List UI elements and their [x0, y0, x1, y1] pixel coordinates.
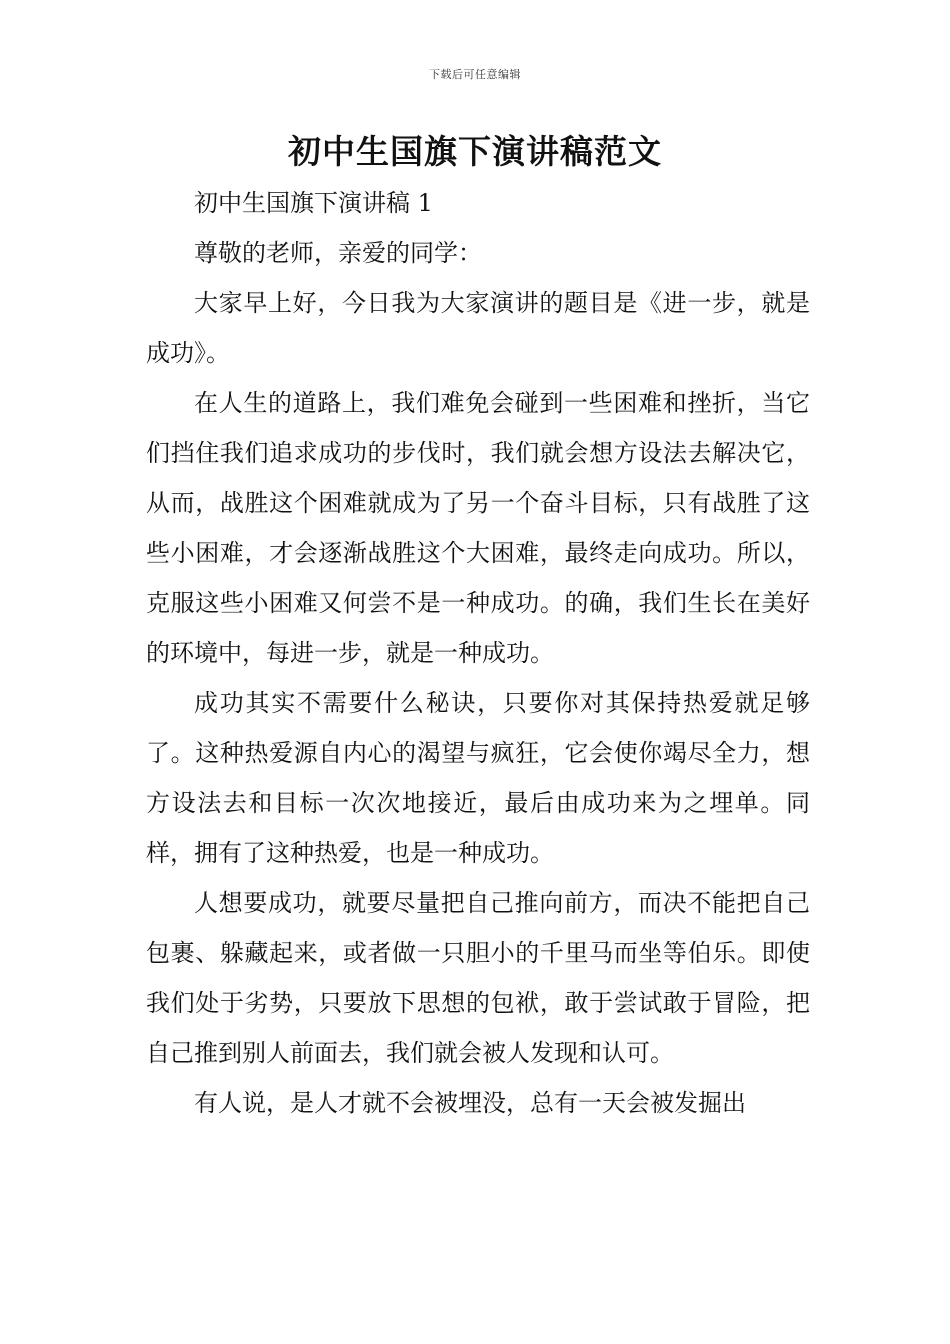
- body-paragraph: 人想要成功，就要尽量把自己推向前方，而决不能把自己包裹、躲藏起来，或者做一只胆小的千里马而坐等伯乐。即使我们处于劣势，只要放下思想的包袱，敢于尝试敢于冒险，把自己推到别人前面去，我们就会被人发现和认可。: [146, 889, 810, 1067]
- salutation: 尊敬的老师，亲爱的同学：: [194, 239, 482, 267]
- body-paragraph: 有人说，是人才就不会被埋没，总有一天会被发掘出: [194, 1089, 746, 1117]
- document-title: 初中生国旗下演讲稿范文: [288, 132, 662, 171]
- speech-subtitle: 初中生国旗下演讲稿 1: [194, 189, 433, 217]
- body-paragraph: 大家早上好，今日我为大家演讲的题目是《进一步，就是成功》。: [146, 289, 810, 367]
- body-paragraph: 成功其实不需要什么秘诀，只要你对其保持热爱就足够了。这种热爱源自内心的渴望与疯狂，它会使你竭尽全力，想方设法去和目标一次次地接近，最后由成功来为之埋单。同样，拥有了这种热爱，也是一种成功。: [146, 689, 810, 867]
- body-paragraph: 在人生的道路上，我们难免会碰到一些困难和挫折，当它们挡住我们追求成功的步伐时，我们就会想方设法去解决它，从而，战胜这个困难就成为了另一个奋斗目标，只有战胜了这些小困难，才会逐渐战胜这个大困难，最终走向成功。所以，克服这些小困难又何尝不是一种成功。的确，我们生长在美好的环境中，每进一步，就是一种成功。: [146, 389, 810, 667]
- document-body: [146, 178, 810, 1128]
- header-note: 下载后可任意编辑: [429, 68, 521, 81]
